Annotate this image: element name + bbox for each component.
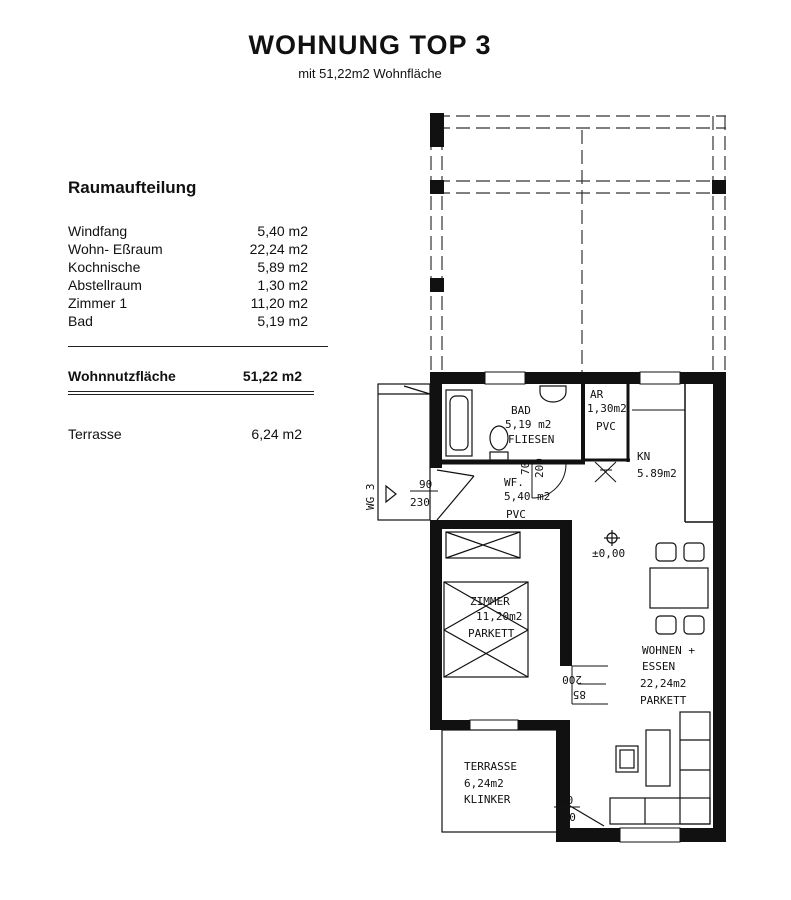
wf-label-finish: PVC <box>506 508 526 521</box>
door-zimmer-height: 200 <box>562 673 582 686</box>
room-name: Abstellraum <box>68 277 142 293</box>
wohnen-label-name: WOHNEN + <box>642 644 695 657</box>
room-name: Windfang <box>68 223 128 239</box>
page-subtitle: mit 51,22m2 Wohnfläche <box>298 66 442 81</box>
terrasse-label-name: TERRASSE <box>464 760 517 773</box>
wf-label-name: WF. <box>504 476 524 489</box>
room-area: 5,19 m2 <box>257 313 308 329</box>
door-terrasse-height: 230 <box>556 811 576 824</box>
wardrobe <box>446 532 520 558</box>
washbasin <box>540 386 566 402</box>
door-bad-width: 70 <box>519 461 532 475</box>
wohnen-label-name2: ESSEN <box>642 660 676 673</box>
toilet <box>490 426 508 460</box>
room-area: 5,40 m2 <box>257 223 308 239</box>
total-label: Wohnnutzfläche <box>68 368 176 384</box>
interior-walls <box>442 384 713 522</box>
room-area: 22,24 m2 <box>249 241 308 257</box>
room-name: Kochnische <box>68 259 141 275</box>
armchair <box>616 746 638 772</box>
bad-label-area: 5,19 m2 <box>505 418 552 431</box>
bathtub <box>446 390 472 456</box>
dining-table <box>650 543 708 634</box>
wohnen-label-finish: PARKETT <box>640 694 687 707</box>
ar-label-area: 1,30m2 <box>587 402 627 415</box>
room-area: 11,20 m2 <box>250 295 308 311</box>
zimmer-label-name: ZIMMER <box>470 595 510 608</box>
room-area: 1,30 m2 <box>257 277 308 293</box>
kitchen-door <box>595 462 616 482</box>
column-markers <box>430 113 726 292</box>
room-table-heading: Raumaufteilung <box>68 178 197 197</box>
ar-label <box>587 388 627 433</box>
wf-label-area: 5,40 m2 <box>504 490 551 503</box>
terrasse-label-area: 6,24m2 <box>464 777 504 790</box>
wohnen-label-area: 22,24m2 <box>640 677 687 690</box>
level-marker <box>604 530 620 546</box>
door-terrasse-width: 90 <box>560 794 574 807</box>
door-zimmer-width: 85 <box>572 688 586 701</box>
ar-label-name: AR <box>590 388 604 401</box>
room-name: Zimmer 1 <box>68 295 128 311</box>
door-dimension-entry <box>410 478 438 509</box>
kn-label <box>637 450 677 480</box>
upper-balcony-outline <box>431 116 726 372</box>
terrasse-label <box>464 760 517 806</box>
room-name: Bad <box>68 313 93 329</box>
wg-label: WG 3 <box>364 483 377 510</box>
ar-label-finish: PVC <box>596 420 616 433</box>
door-dimension-zimmer <box>562 673 606 701</box>
zimmer-label <box>468 595 522 640</box>
terrace-area: 6,24 m2 <box>251 426 302 442</box>
coffee-table <box>646 730 670 786</box>
kn-label-area: 5.89m2 <box>637 467 677 480</box>
wohnen-label <box>640 644 695 707</box>
room-name: Wohn- Eßraum <box>68 241 163 257</box>
level-label: ±0,00 <box>592 547 626 560</box>
bad-label-name: BAD <box>511 404 531 417</box>
terrasse-label-finish: KLINKER <box>464 793 511 806</box>
door-entry-width: 90 <box>419 478 433 491</box>
zimmer-label-finish: PARKETT <box>468 627 515 640</box>
total-area: 51,22 m2 <box>242 368 302 384</box>
wf-label <box>504 476 550 521</box>
terrace-label: Terrasse <box>68 426 122 442</box>
page-title: WOHNUNG TOP 3 <box>248 30 492 60</box>
room-area: 5,89 m2 <box>257 259 308 275</box>
door-entry-height: 230 <box>410 496 430 509</box>
door-bad-height: 200 <box>533 458 546 478</box>
zimmer-label-area: 11,20m2 <box>476 610 523 623</box>
bad-label <box>505 404 554 446</box>
bad-label-finish: FLIESEN <box>508 433 555 446</box>
kn-label-name: KN <box>637 450 651 463</box>
